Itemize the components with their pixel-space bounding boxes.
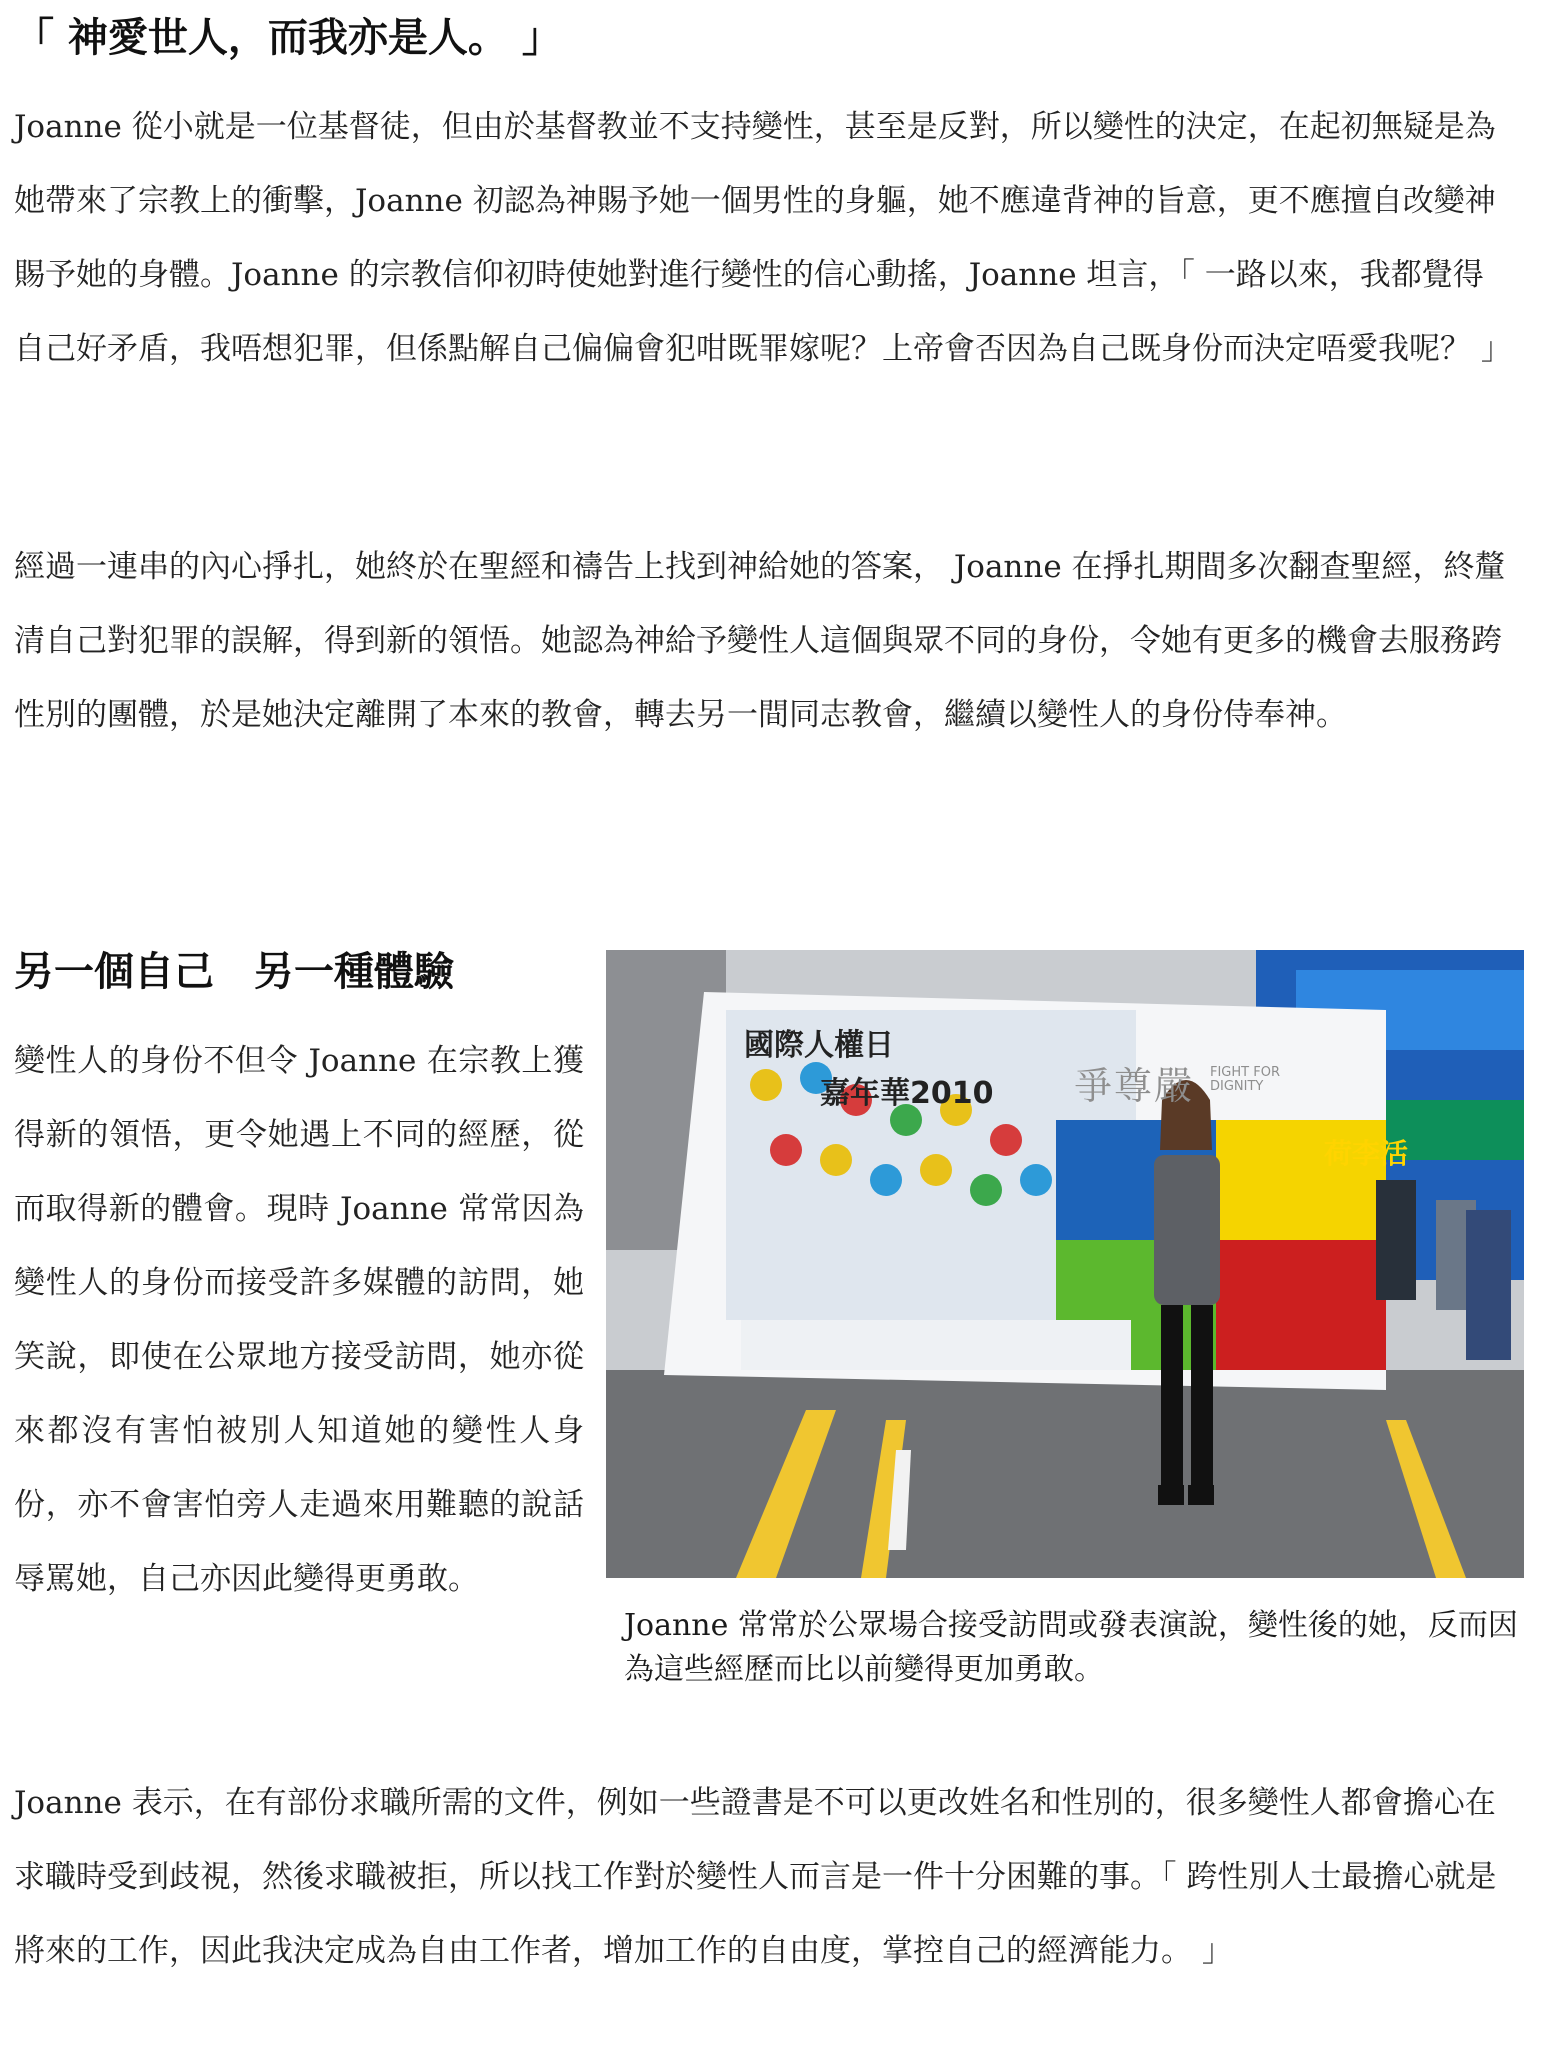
photo-joanne-speaking (606, 950, 1524, 1578)
banner-title-line1: 國際人權日 (744, 1028, 894, 1063)
section-title-faith: 「 神愛世人，而我亦是人。 」 (14, 15, 562, 61)
photo-caption: Joanne 常常於公眾場合接受訪問或發表演說，變性後的她，反而因為這些經歷而比以前變得更加勇敢。 (624, 1608, 1518, 1687)
paragraph-employment: Joanne 表示，在有部份求職所需的文件，例如一些證書是不可以更改姓名和性別的，很多變性人都會擔心在求職時受到歧視，然後求職被拒，所以找工作對於變性人而言是一件十分困難的事。「 跨性別人士最擔心就是將來的工作，因此我決定成為自由工作者，增加工作的自由度，掌控自己的經濟能力。 」 (14, 1785, 1497, 1969)
banner-logo-english: FIGHT FOR DIGNITY (1210, 1065, 1280, 1094)
paragraph-experience: 變性人的身份不但令 Joanne 在宗教上獲得新的領悟，更令她遇上不同的經歷，從而取得新的體會。現時 Joanne 常常因為變性人的身份而接受許多媒體的訪問，她笑說，即使在公眾地方接受訪問，她亦從來都沒有害怕被別人知道她的變性人身份，亦不會害怕旁人走過來用難聽的說話辱罵她，自己亦因此變得更勇敢。 (14, 1043, 584, 1597)
shop-sign: 荷李活 (1324, 1137, 1409, 1170)
paragraph-faith-answer: 經過一連串的內心掙扎，她終於在聖經和禱告上找到神給她的答案， Joanne 在掙扎期間多次翻查聖經，終釐清自己對犯罪的誤解，得到新的領悟。她認為神給予變性人這個與眾不同的身份，令她有更多的機會去服務跨性別的團體，於是她決定離開了本來的教會，轉去另一間同志教會，繼續以變性人的身份侍奉神。 (14, 549, 1506, 733)
banner-logo: 爭尊嚴 (1074, 1064, 1195, 1108)
banner-title-line2: 嘉年華2010 (820, 1076, 994, 1111)
section-title-experience: 另一個自己 另一種體驗 (14, 949, 454, 995)
paragraph-faith-struggle: Joanne 從小就是一位基督徒，但由於基督教並不支持變性，甚至是反對，所以變性的決定，在起初無疑是為她帶來了宗教上的衝擊，Joanne 初認為神賜予她一個男性的身軀，她不應違背神的旨意，更不應擅自改變神賜予她的身體。Joanne 的宗教信仰初時使她對進行變性的信心動搖，Joanne 坦言，「 一路以來，我都覺得自己好矛盾，我唔想犯罪，但係點解自己偏偏會犯咁既罪嫁呢？上帝會否因為自己既身份而決定唔愛我呢？ 」 (14, 109, 1512, 367)
